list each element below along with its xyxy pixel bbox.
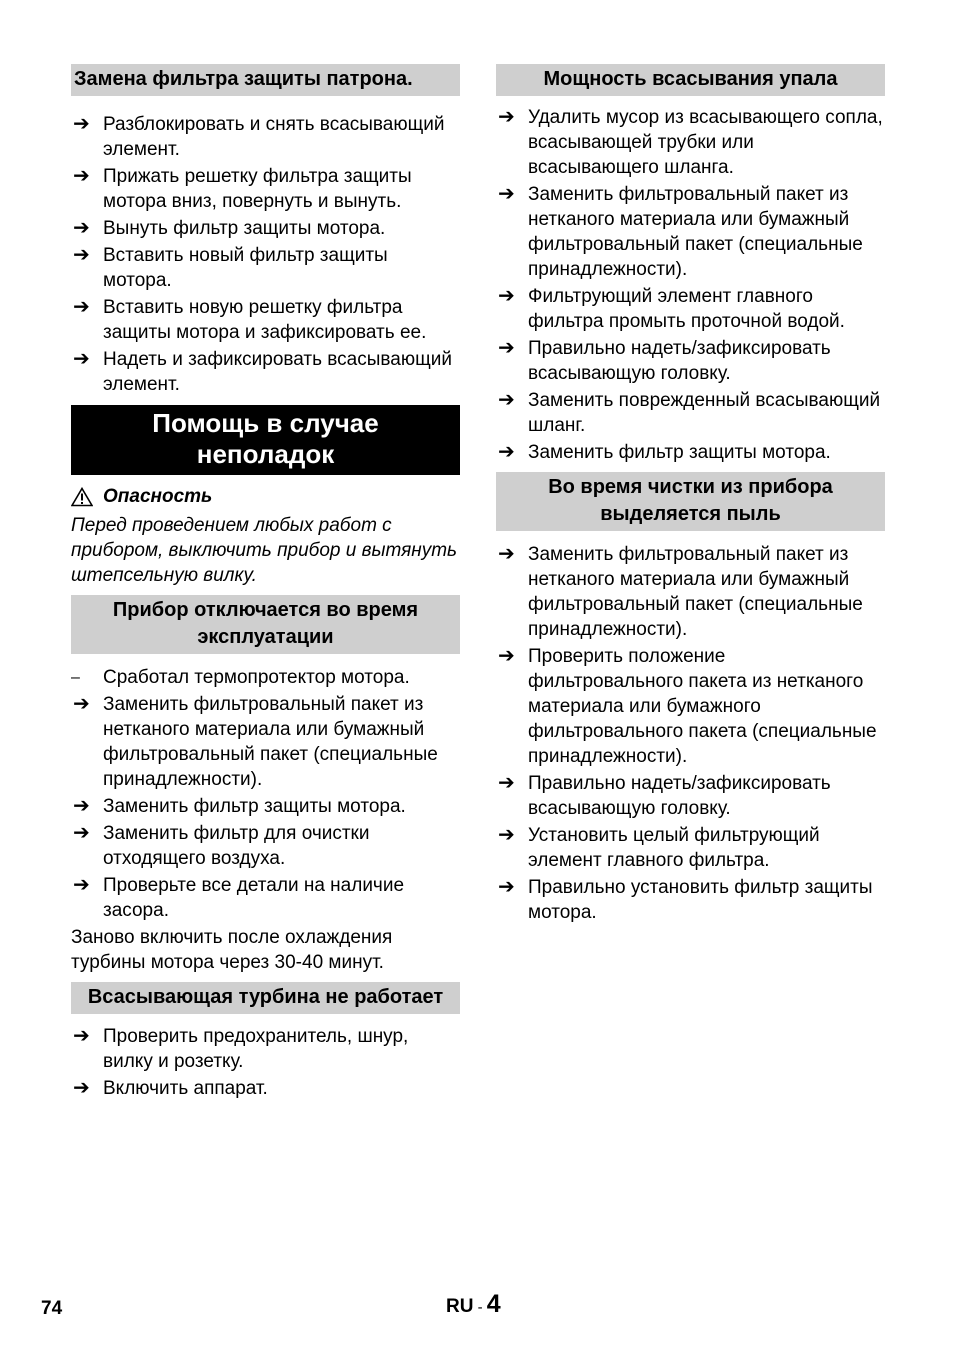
arrow-right-icon: ➔ xyxy=(73,244,90,266)
section-heading-turbine-not-working: Всасывающая турбина не работает xyxy=(71,982,460,1014)
list-item: ➔ Заменить поврежденный всасывающий шланг. xyxy=(498,389,881,436)
list-item: ➔ Прижать решетку фильтра защиты мотора вниз, повернуть и вынуть. xyxy=(73,165,412,212)
list-item: ➔ Заменить фильтр для очистки отходящего воздуха. xyxy=(73,822,370,869)
arrow-right-icon: ➔ xyxy=(73,217,90,239)
list-item: ➔ Разблокировать и снять всасывающий элемент. xyxy=(73,113,445,160)
list-item: ➔ Вставить новый фильтр защиты мотора. xyxy=(73,244,388,291)
list-item: ➔ Заменить фильтровальный пакет из нетканого материала или бумажный фильтровальный пакет (специальные принадлежности). xyxy=(498,543,863,640)
list-item: ➔ Фильтрующий элемент главного фильтра промыть проточной водой. xyxy=(498,285,845,332)
list-item: ➔ Проверить предохранитель, шнур, вилку и розетку. xyxy=(73,1025,409,1072)
arrow-right-icon: ➔ xyxy=(73,1077,90,1099)
separator: - xyxy=(473,1299,487,1316)
page-number: 74 xyxy=(41,1298,63,1319)
section-heading-device-shuts-off: Прибор отключается во время эксплуатации xyxy=(71,595,460,654)
step-list xyxy=(71,1024,460,1101)
step-list xyxy=(71,112,460,397)
arrow-right-icon: ➔ xyxy=(73,822,90,844)
section-heading-dust-escapes: Во время чистки из прибора выделяется пыль xyxy=(496,472,885,531)
arrow-right-icon: ➔ xyxy=(498,876,515,898)
left-column xyxy=(71,64,460,1103)
arrow-right-icon: ➔ xyxy=(73,874,90,896)
arrow-right-icon: ➔ xyxy=(498,441,515,463)
right-column xyxy=(496,64,885,927)
warning-triangle-icon xyxy=(71,487,93,507)
arrow-right-icon: ➔ xyxy=(73,1025,90,1047)
arrow-right-icon: ➔ xyxy=(73,165,90,187)
arrow-right-icon: ➔ xyxy=(73,795,90,817)
list-item: ➔ Заменить фильтровальный пакет из нетканого материала или бумажный фильтровальный пакет (специальные принадлежности). xyxy=(498,183,863,280)
list-item: ➔ Проверить положение фильтровального пакета из нетканого материала или бумажного фильтровального пакета (специальные принадлежности). xyxy=(498,645,877,767)
list-item: ➔ Вынуть фильтр защиты мотора. xyxy=(73,217,386,239)
language-code: RU xyxy=(446,1296,474,1317)
arrow-right-icon: ➔ xyxy=(73,348,90,370)
chapter-title: Помощь в случае неполадок xyxy=(71,405,460,475)
list-item: ➔ Проверьте все детали на наличие засора. xyxy=(73,874,405,921)
section-heading-replace-motor-filter: Замена фильтра защиты патрона. xyxy=(71,64,460,96)
section-heading-suction-dropped: Мощность всасывания упала xyxy=(496,64,885,96)
list-item: ➔ Правильно надеть/зафиксировать всасывающую головку. xyxy=(498,772,831,819)
danger-heading: Опасность xyxy=(71,484,460,509)
arrow-right-icon: ➔ xyxy=(73,693,90,715)
note-text: Заново включить после охлаждения турбины мотора через 30-40 минут. xyxy=(71,927,393,973)
list-item: ➔ Заменить фильтр защиты мотора. xyxy=(498,441,831,463)
arrow-right-icon: ➔ xyxy=(498,543,515,565)
list-item: ➔ Заменить фильтровальный пакет из нетканого материала или бумажный фильтровальный пакет (специальные принадлежности). xyxy=(73,693,438,790)
arrow-right-icon: ➔ xyxy=(498,389,515,411)
arrow-right-icon: ➔ xyxy=(498,645,515,667)
step-list xyxy=(496,542,885,925)
arrow-right-icon: ➔ xyxy=(498,772,515,794)
arrow-right-icon: ➔ xyxy=(498,824,515,846)
arrow-right-icon: ➔ xyxy=(498,285,515,307)
list-item: ➔ Установить целый фильтрующий элемент главного фильтра. xyxy=(498,824,820,871)
dash-icon: – xyxy=(71,669,80,686)
list-item: ➔ Включить аппарат. xyxy=(73,1077,268,1099)
arrow-right-icon: ➔ xyxy=(498,337,515,359)
step-list xyxy=(71,665,460,923)
list-item: ➔ Правильно надеть/зафиксировать всасывающую головку. xyxy=(498,337,831,384)
list-item: ➔ Правильно установить фильтр защиты мотора. xyxy=(498,876,873,923)
arrow-right-icon: ➔ xyxy=(498,106,515,128)
list-item: ➔ Заменить фильтр защиты мотора. xyxy=(73,795,406,817)
step-list xyxy=(496,105,885,465)
list-item: ➔ Удалить мусор из всасывающего сопла, всасывающей трубки или всасывающего шланга. xyxy=(498,106,883,178)
section-number: 4 xyxy=(486,1290,501,1318)
danger-text: Перед проведением любых работ с прибором, выключить прибор и вытянуть штепсельную вилку. xyxy=(71,515,458,586)
list-item: ➔ Надеть и зафиксировать всасывающий элемент. xyxy=(73,348,452,395)
arrow-right-icon: ➔ xyxy=(73,296,90,318)
arrow-right-icon: ➔ xyxy=(498,183,515,205)
list-item-cause: – Сработал термопротектор мотора. xyxy=(71,667,410,688)
arrow-right-icon: ➔ xyxy=(73,113,90,135)
list-item: ➔ Вставить новую решетку фильтра защиты мотора и зафиксировать ее. xyxy=(73,296,427,343)
section-code xyxy=(446,1292,501,1320)
